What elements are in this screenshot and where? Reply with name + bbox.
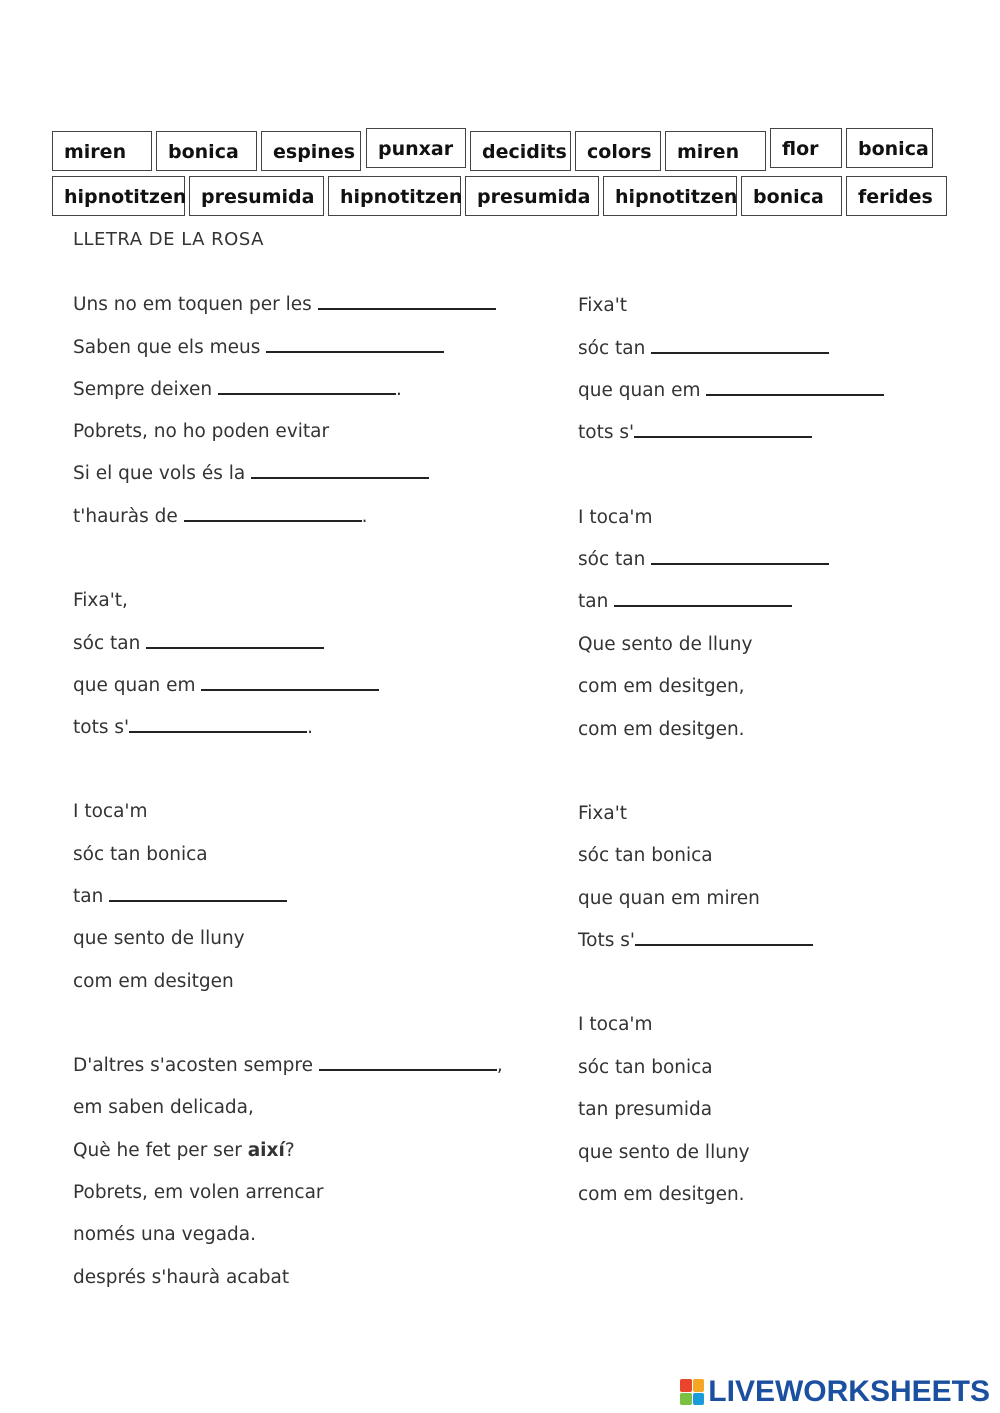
lyric-line: [73, 1266, 289, 1290]
lyric-line: [73, 970, 234, 994]
punctuation: ,: [496, 1055, 503, 1076]
lyric-line: [578, 887, 760, 911]
word-chip[interactable]: flor: [770, 128, 842, 168]
lyric-text: I toca'm: [578, 507, 653, 528]
blank-field[interactable]: [266, 337, 444, 353]
lyric-line: [73, 1054, 503, 1078]
lyric-text: tan: [578, 591, 609, 612]
lyric-text: després s'haurà acabat: [73, 1267, 290, 1288]
punctuation: .: [307, 717, 313, 738]
blank-field[interactable]: [614, 591, 792, 607]
lyric-text: Si el que vols és la: [73, 463, 246, 484]
lyric-line: [73, 293, 496, 317]
lyric-text: que sento de lluny: [73, 928, 245, 949]
lyric-text: sóc tan: [73, 633, 141, 654]
lyric-text: sóc tan: [578, 549, 646, 570]
lyric-text: Pobrets, em volen arrencar: [73, 1182, 324, 1203]
blank-field[interactable]: [129, 717, 307, 733]
lyric-text: sóc tan bonica: [73, 844, 208, 865]
word-chip[interactable]: miren: [52, 131, 152, 171]
lyric-line: [578, 1183, 745, 1207]
word-chip[interactable]: hipnotitzen: [52, 176, 185, 216]
blank-field[interactable]: [109, 886, 287, 902]
lyric-text: em saben delicada,: [73, 1097, 254, 1118]
lyric-text: tan presumida: [578, 1099, 713, 1120]
lyric-line: [73, 505, 368, 529]
lyric-line: [73, 632, 324, 656]
lyric-text: Pobrets, no ho poden evitar: [73, 421, 330, 442]
lyric-line: [578, 337, 829, 361]
lyric-line: [578, 590, 792, 614]
word-chip[interactable]: decidits: [470, 131, 571, 171]
lyric-text: com em desitgen,: [578, 676, 745, 697]
blank-field[interactable]: [218, 379, 396, 395]
lyric-text: Fixa't: [578, 803, 628, 824]
lyric-text: tots s': [578, 422, 635, 443]
lyric-line: [73, 462, 429, 486]
lyric-text: I toca'm: [578, 1014, 653, 1035]
lyric-line: [73, 378, 402, 402]
blank-field[interactable]: [651, 338, 829, 354]
lyric-text: t'hauràs de: [73, 506, 178, 527]
lyric-line: [73, 927, 245, 951]
blank-field[interactable]: [146, 633, 324, 649]
lyric-line: [73, 885, 287, 909]
blank-field[interactable]: [319, 1055, 497, 1071]
lyric-line: [73, 1181, 324, 1205]
lyric-text: Fixa't: [578, 295, 628, 316]
word-chip[interactable]: miren: [665, 131, 766, 171]
lyric-text: com em desitgen: [73, 971, 234, 992]
lyric-text: que sento de lluny: [578, 1142, 750, 1163]
lyric-text: com em desitgen.: [578, 719, 745, 740]
lyric-line: [73, 843, 208, 867]
lyric-line: [578, 675, 745, 699]
word-chip[interactable]: punxar: [366, 128, 466, 168]
punctuation: .: [361, 506, 368, 527]
lyric-text: Saben que els meus: [73, 337, 261, 358]
lyric-line: [73, 1096, 254, 1120]
lyric-line: [578, 506, 653, 530]
lyric-line: [578, 379, 884, 403]
word-chip[interactable]: colors: [575, 131, 661, 171]
blank-field[interactable]: [251, 463, 429, 479]
lyric-line: [73, 800, 148, 824]
lyric-line: [578, 1141, 750, 1165]
lyric-line: [73, 1223, 256, 1247]
blank-field[interactable]: [201, 675, 379, 691]
word-chip[interactable]: bonica: [156, 131, 257, 171]
lyric-line: [578, 1098, 712, 1122]
lyric-text: sóc tan bonica: [578, 845, 713, 866]
punctuation: ?: [284, 1140, 295, 1161]
lyric-text: Fixa't,: [73, 590, 128, 611]
lyric-line: [578, 929, 813, 953]
blank-field[interactable]: [184, 506, 362, 522]
blank-field[interactable]: [635, 930, 813, 946]
lyric-line: [73, 1139, 295, 1163]
lyric-line: [578, 844, 713, 868]
lyric-text: sóc tan: [578, 338, 646, 359]
lyric-line: [73, 420, 329, 444]
logo-text: LIVEWORKSHEETS: [708, 1375, 990, 1408]
blank-field[interactable]: [634, 422, 812, 438]
lyric-line: [578, 1056, 713, 1080]
lyric-text: tots s': [73, 717, 130, 738]
lyric-text: que quan em: [578, 380, 701, 401]
lyric-text: Uns no em toquen per les: [73, 294, 312, 315]
lyric-line: [73, 716, 313, 740]
lyric-line: [73, 589, 128, 613]
blank-field[interactable]: [706, 380, 884, 396]
word-chip[interactable]: espines: [261, 131, 361, 171]
word-chip[interactable]: bonica: [741, 176, 842, 216]
lyric-text: D'altres s'acosten sempre: [73, 1055, 313, 1076]
lyric-text: tan: [73, 886, 104, 907]
lyric-text: Què he fet per ser: [73, 1140, 242, 1161]
lyric-line: [73, 674, 379, 698]
lyric-line: [73, 336, 444, 360]
lyric-line: [578, 421, 812, 445]
song-title: LLETRA DE LA ROSA: [73, 229, 264, 250]
logo-mark-icon: [680, 1379, 704, 1405]
blank-field[interactable]: [651, 549, 829, 565]
word-chip[interactable]: hipnotitzen: [603, 176, 737, 216]
bold-word: així: [247, 1140, 285, 1161]
word-chip[interactable]: hipnotitzen: [328, 176, 461, 216]
lyric-text: que quan em miren: [578, 888, 760, 909]
blank-field[interactable]: [318, 294, 496, 310]
word-chip[interactable]: bonica: [846, 128, 933, 168]
lyric-line: [578, 1013, 653, 1037]
lyric-text: sóc tan bonica: [578, 1057, 713, 1078]
punctuation: .: [396, 379, 402, 400]
lyric-line: [578, 548, 829, 572]
word-chip[interactable]: ferides: [846, 176, 947, 216]
lyric-line: [578, 802, 627, 826]
lyric-text: com em desitgen.: [578, 1184, 745, 1205]
word-chip[interactable]: presumida: [465, 176, 599, 216]
lyric-text: I toca'm: [73, 801, 148, 822]
lyric-line: [578, 718, 745, 742]
lyric-text: Sempre deixen: [73, 379, 213, 400]
lyric-line: [578, 294, 627, 318]
lyric-text: Que sento de lluny: [578, 634, 753, 655]
lyric-text: que quan em: [73, 675, 196, 696]
liveworksheets-logo[interactable]: [680, 1375, 990, 1409]
lyric-text: Tots s': [578, 930, 635, 951]
lyric-text: només una vegada.: [73, 1224, 257, 1245]
lyric-line: [578, 633, 752, 657]
word-chip[interactable]: presumida: [189, 176, 324, 216]
